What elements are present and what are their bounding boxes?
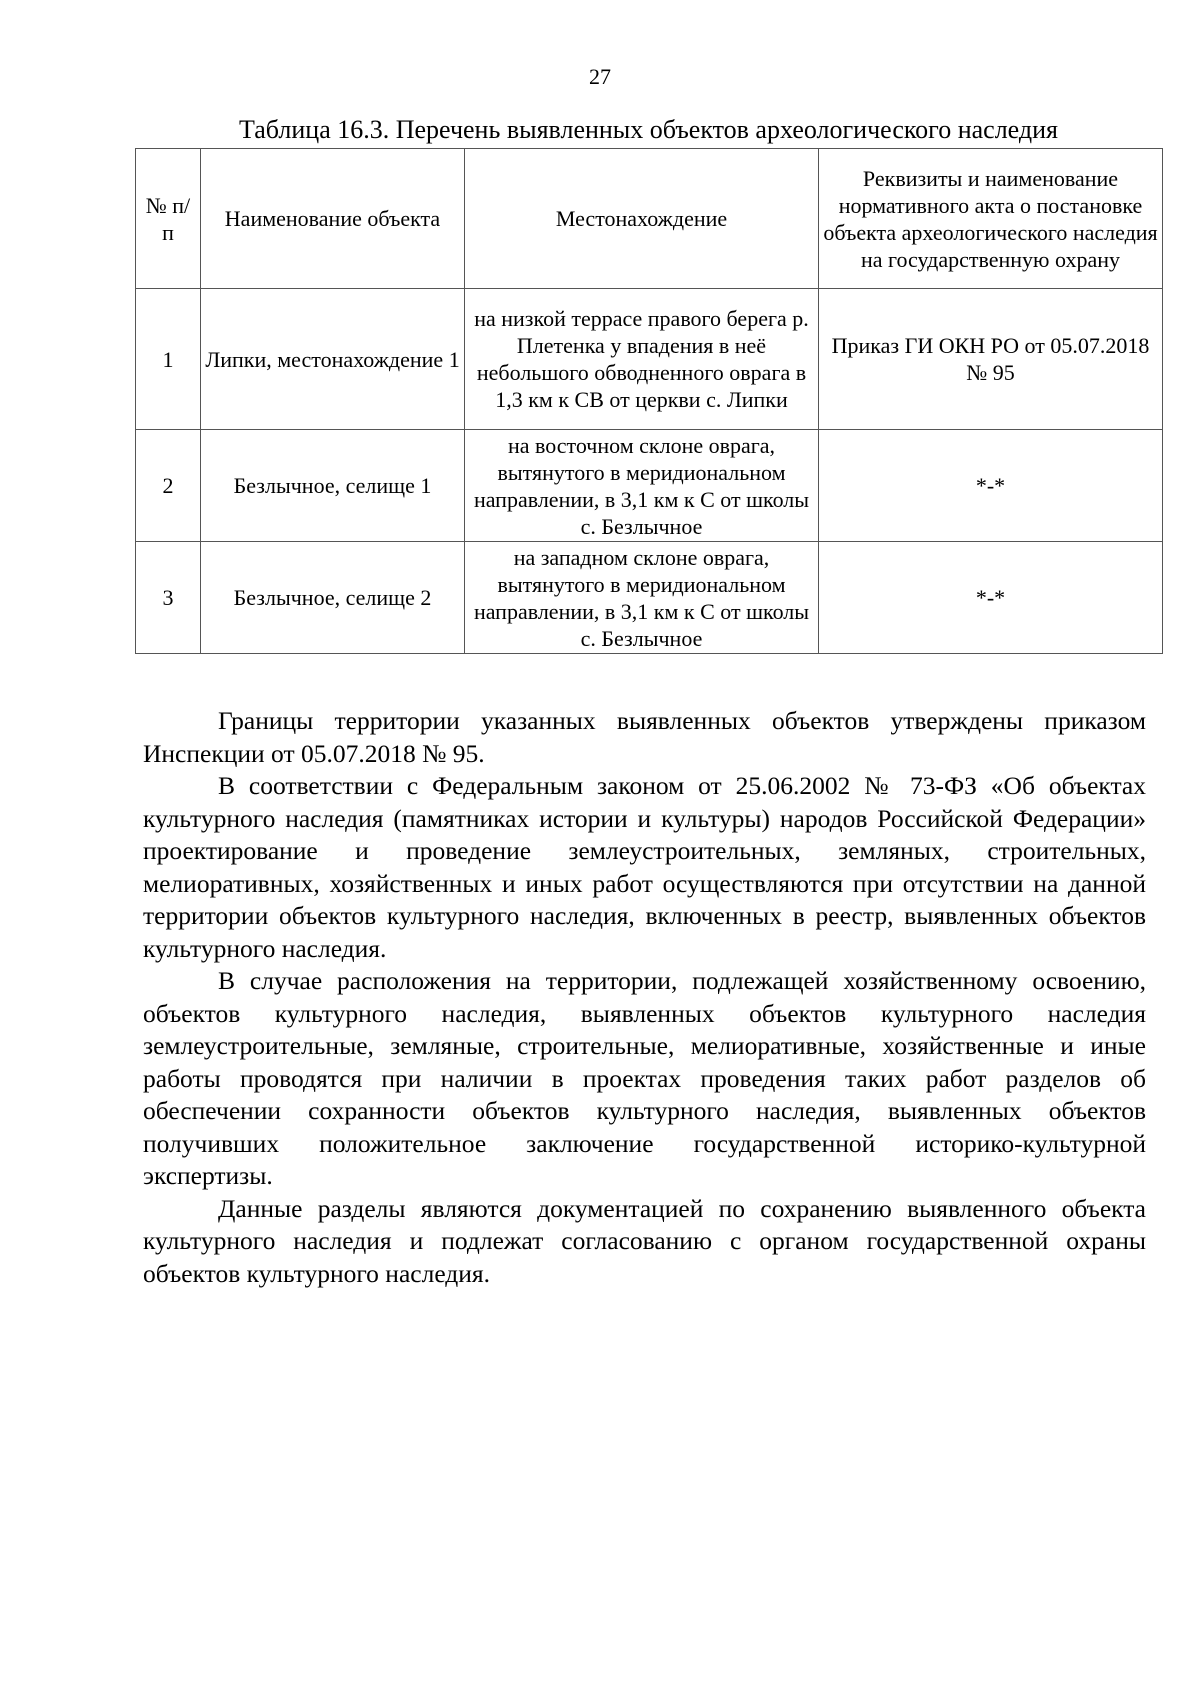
object-name: Безлычное, селище 2: [201, 542, 465, 654]
table-row: [136, 542, 1163, 654]
row-number: 2: [136, 430, 201, 542]
paragraph: Границы территории указанных выявленных объектов утверждены приказом Инспекции от 05.07.2018 № 95.: [143, 706, 1146, 768]
paragraph: В случае расположения на территории, подлежащей хозяйственному освоению, объектов культурного наследия, выявленных объектов культурного наследия землеустроительные, земляные, строительные, мелиоративные, хозяйственные и иные работы проводятся при наличии в проектах проведения таких работ разделов об обеспечении сохранности объектов культурного наследия, выявленных объектов получивших положительное заключение государственной историко-культурной экспертизы.: [143, 966, 1146, 1190]
header-location: Местонахождение: [465, 149, 819, 289]
header-normative-act: Реквизиты и наименование нормативного акта о постановке объекта археологического наследия на государственную охрану: [819, 149, 1163, 289]
header-number: № п/п: [136, 149, 201, 289]
paragraph: В соответствии с Федеральным законом от 25.06.2002 № 73-ФЗ «Об объектах культурного наследия (памятниках истории и культуры) народов Российской Федерации» проектирование и проведение землеустроительных, земляных, строительных, мелиоративных, хозяйственных и иных работ осуществляются при отсутствии на данной территории объектов культурного наследия, включенных в реестр, выявленных объектов культурного наследия.: [143, 771, 1146, 963]
object-location: на западном склоне оврага, вытянутого в меридиональном направлении, в 3,1 км к С от школы с. Безлычное: [465, 542, 819, 654]
table-row: [136, 289, 1163, 430]
object-location: на восточном склоне оврага, вытянутого в меридиональном направлении, в 3,1 км к С от школы с. Безлычное: [465, 430, 819, 542]
row-number: 3: [136, 542, 201, 654]
object-name: Безлычное, селище 1: [201, 430, 465, 542]
object-location: на низкой террасе правого берега р. Плетенка у впадения в неё небольшого обводненного оврага в 1,3 км к СВ от церкви с. Липки: [465, 289, 819, 430]
row-number: 1: [136, 289, 201, 430]
table-header-row: [136, 149, 1163, 289]
table-caption: Таблица 16.3. Перечень выявленных объектов археологического наследия: [239, 115, 1058, 144]
object-name: Липки, местонахождение 1: [201, 289, 465, 430]
normative-act: *-*: [819, 430, 1163, 542]
normative-act: *-*: [819, 542, 1163, 654]
page-number: 27: [589, 64, 611, 89]
header-object-name: Наименование объекта: [201, 149, 465, 289]
table-row: [136, 430, 1163, 542]
normative-act: Приказ ГИ ОКН РО от 05.07.2018 № 95: [819, 289, 1163, 430]
paragraph: Данные разделы являются документацией по сохранению выявленного объекта культурного наследия и подлежат согласованию с органом государственной охраны объектов культурного наследия.: [143, 1193, 1146, 1288]
heritage-objects-table: [135, 148, 1163, 654]
body-text: [143, 705, 1146, 1290]
